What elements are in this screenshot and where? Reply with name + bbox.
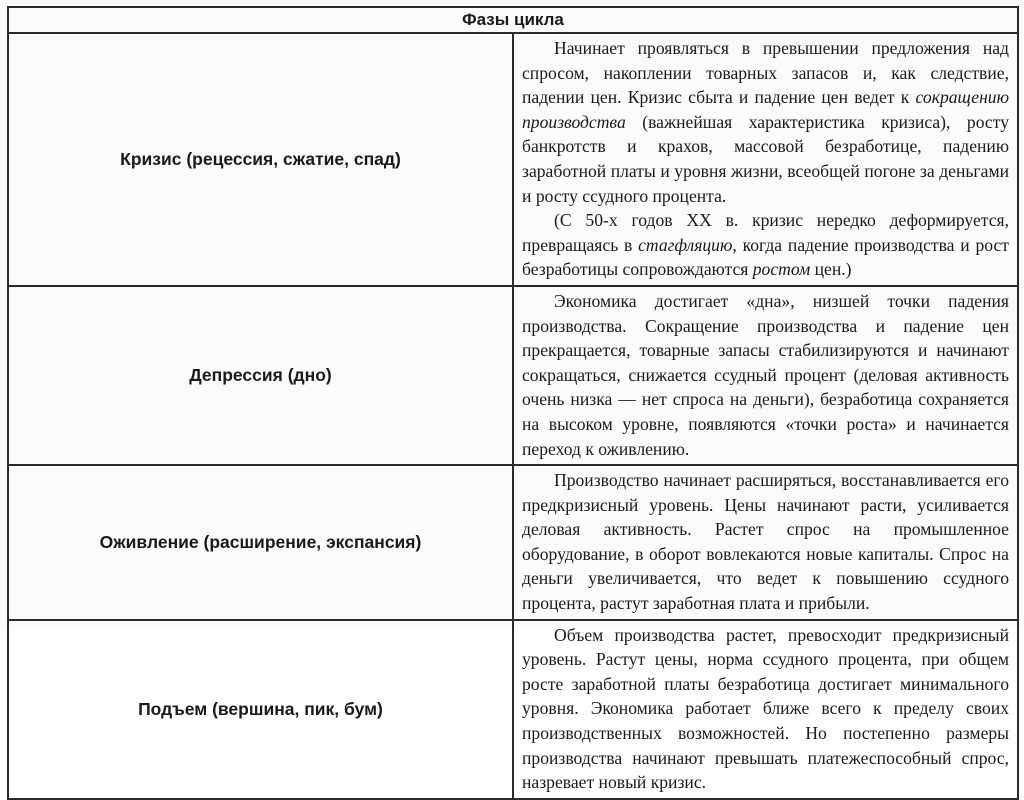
stagflation-text-c: цен.) [810, 259, 852, 280]
recovery-paragraph: Производство начинает расширяться, восстанавливается его предкризисный уровень. Цены начинают расти, усиливается деловая активность. Растет спрос на промышленное оборудование, в оборот вовлекаются новые капиталы. Спрос на деньги увеличивается, что ведет к повышению ссудного процента, растут заработная плата и прибыли. [522, 470, 1009, 614]
crisis-text-b: (важнейшая характеристика кризиса), росту банкротств и крахов, массовой безработице, падению заработной платы и уровня жизни, всеобщей погоне за деньгами и росту ссудного процента. [522, 111, 1009, 206]
growth-emphasis: ростом [752, 259, 811, 280]
phase-description-crisis [513, 33, 1018, 286]
table-row-crisis [8, 33, 1018, 286]
boom-paragraph: Объем производства растет, превосходит предкризисный уровень. Растут цены, норма ссудного процента, при общем росте заработной платы безработица достигает минимального уровня. Экономика работает ближе всего к пределу своих производственных возможностей. Но постепенно размеры производства начинают превышать платежеспособный спрос, назревает новый кризис. [522, 624, 1009, 793]
table-header: Фазы цикла [8, 7, 1018, 33]
phase-name-depression: Депрессия (дно) [8, 286, 513, 465]
crisis-paragraph-2 [522, 208, 1009, 282]
phase-description-depression [513, 286, 1018, 465]
crisis-text-a: Начинает проявляться в превышении предложения над спросом, накоплении товарных запасов и, как следствие, падении цен. Кризис сбыта и падение цен ведет к [522, 38, 1009, 108]
stagflation-text-b: , когда падение производства и рост безработицы сопровождаются [522, 234, 1009, 280]
phase-description-boom [513, 620, 1018, 799]
phase-name-boom: Подъем (вершина, пик, бум) [8, 620, 513, 799]
depression-paragraph: Экономика достигает «дна», низшей точки падения производства. Сокращение производства и падение цен прекращается, товарные запасы стабилизируются и начинают сокращаться, снижается ссудный процент (деловая активность очень низка — нет спроса на деньги), безработица сохраняется на высоком уровне, появляются «точки роста» и начинается переход к оживлению. [522, 290, 1009, 459]
business-cycle-table [7, 6, 1019, 800]
table-row-recovery [8, 465, 1018, 620]
phase-description-recovery [513, 465, 1018, 620]
table-row-boom [8, 620, 1018, 799]
phase-name-recovery: Оживление (расширение, экспансия) [8, 465, 513, 620]
table-row-depression [8, 286, 1018, 465]
table-header-row [8, 7, 1018, 33]
phase-name-crisis: Кризис (рецессия, сжатие, спад) [8, 33, 513, 286]
crisis-text-emphasis: сокращению производства [522, 87, 1009, 132]
crisis-paragraph-1 [522, 36, 1009, 208]
stagflation-emphasis: стагфляцию [638, 234, 733, 255]
stagflation-text-a: (С 50-х годов XX в. кризис нередко деформируется, превращаясь в [522, 210, 1009, 255]
